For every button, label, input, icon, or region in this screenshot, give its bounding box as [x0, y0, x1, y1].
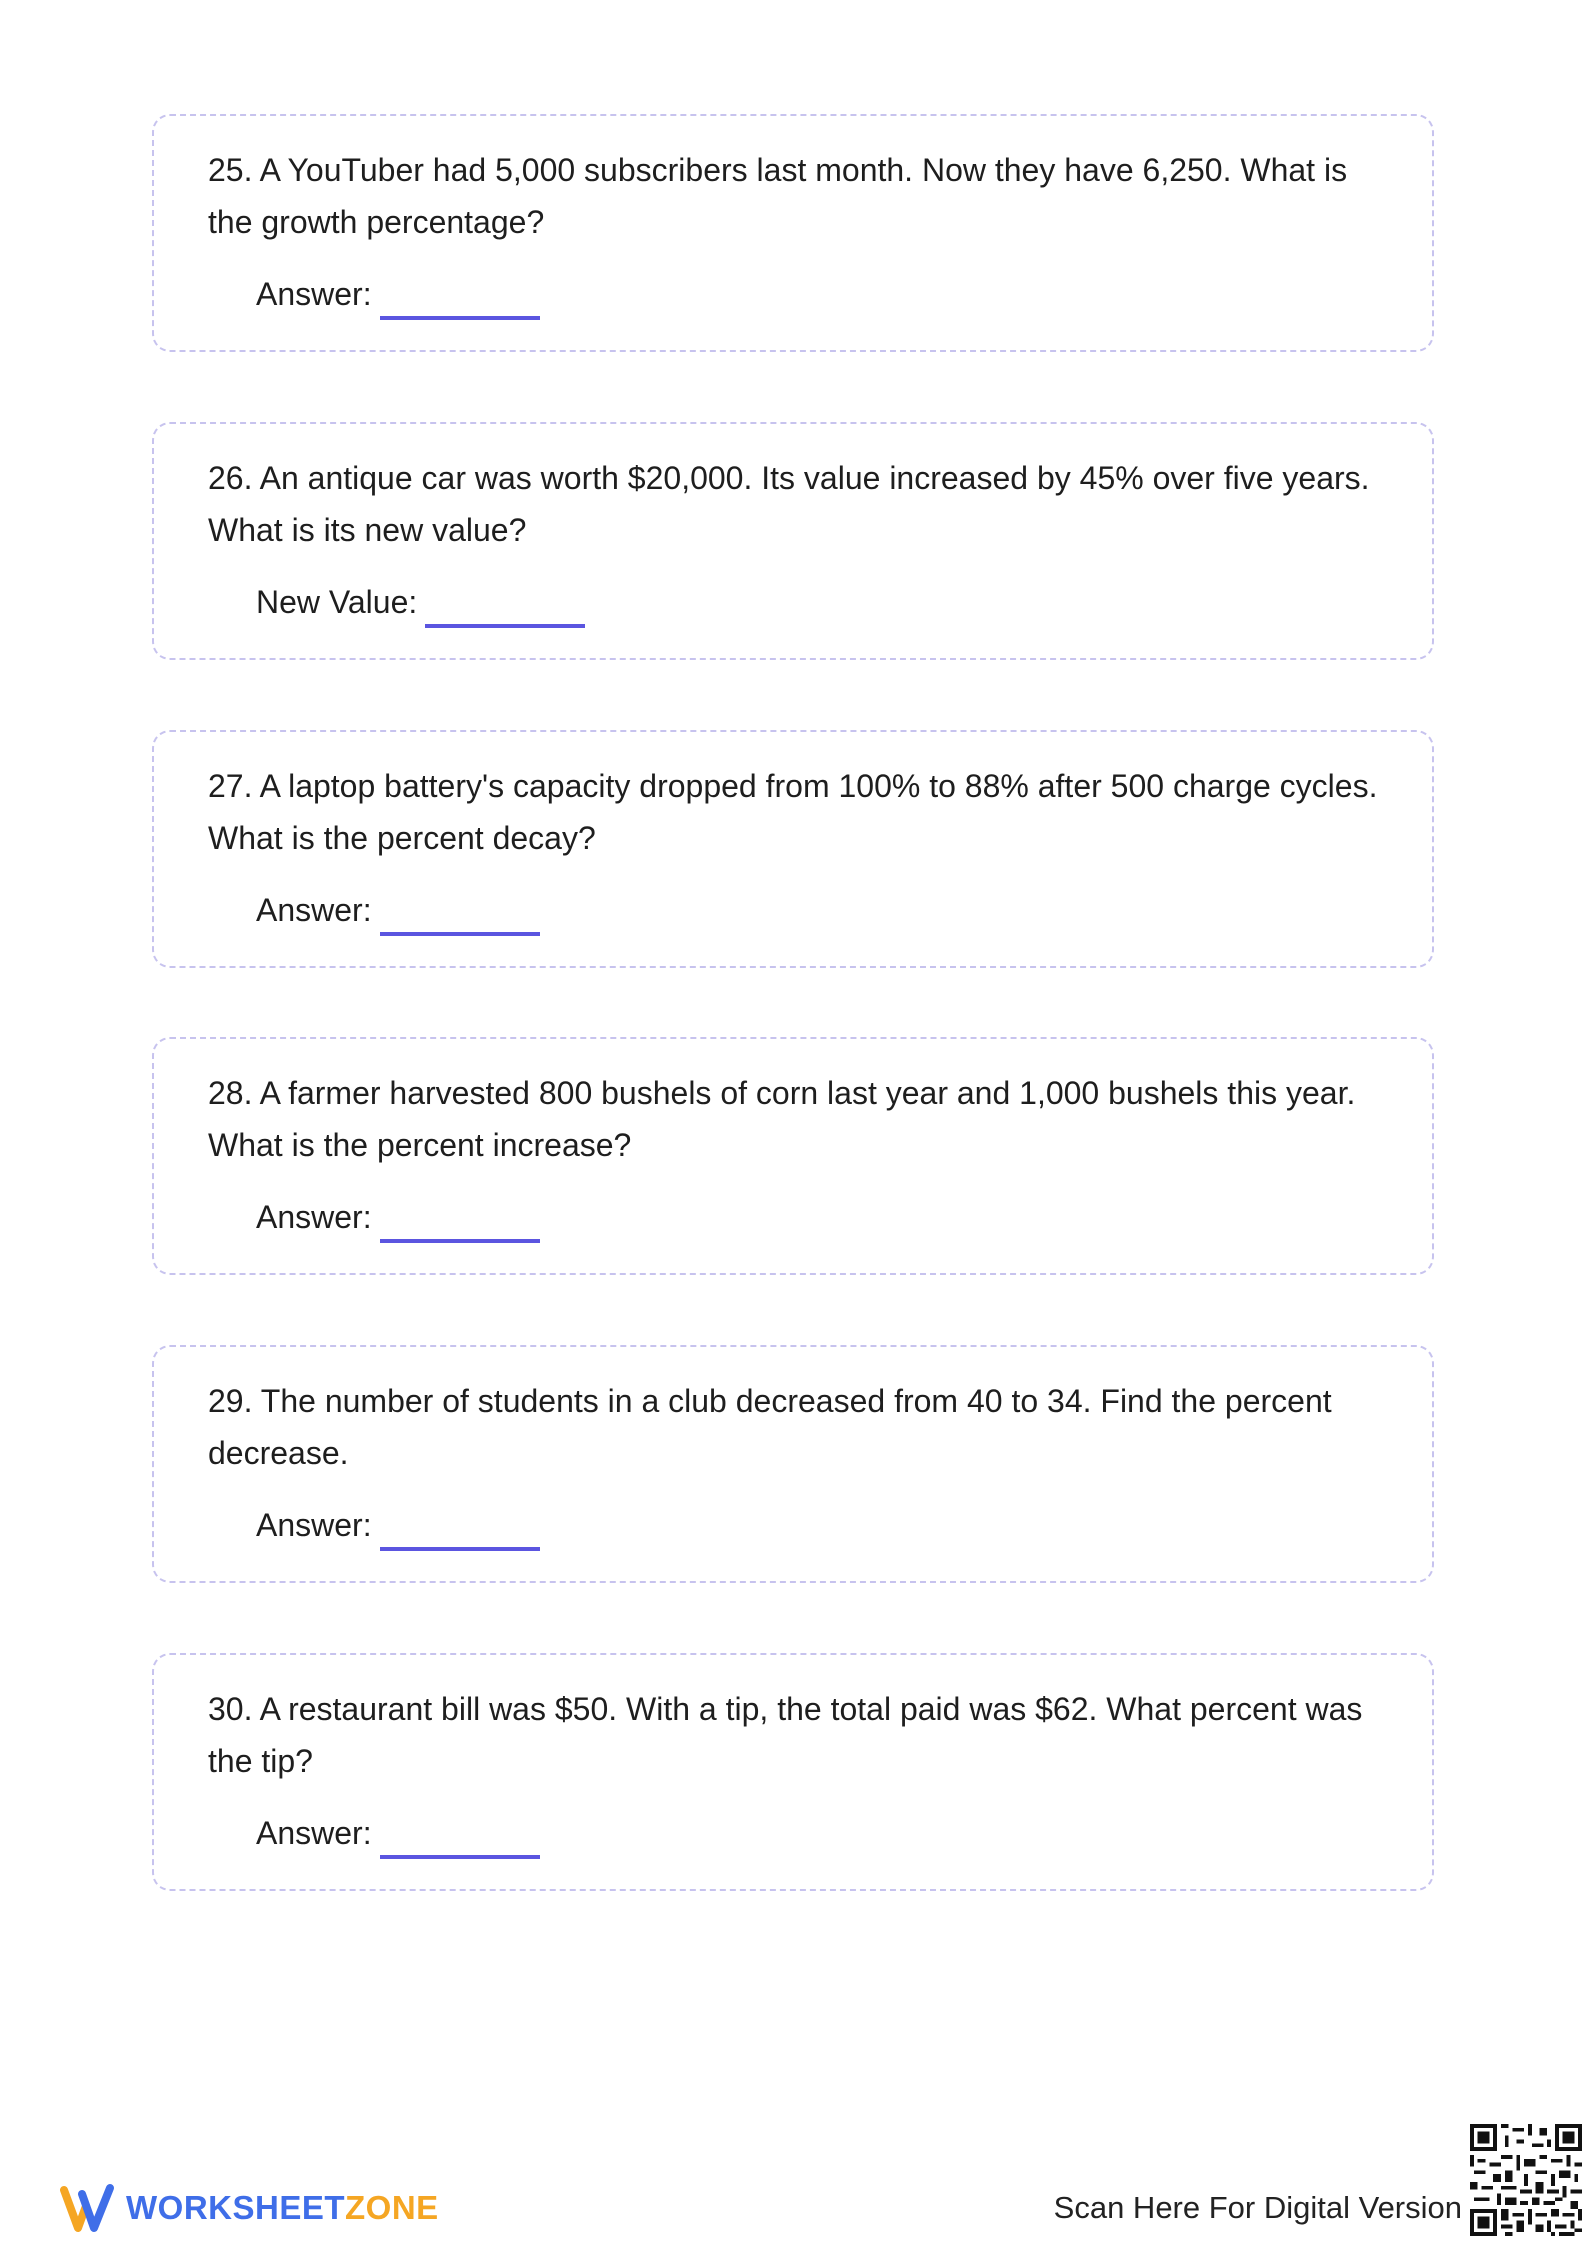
worksheetzone-logo-icon [60, 2180, 116, 2236]
answer-blank[interactable] [380, 316, 540, 320]
answer-blank[interactable] [380, 1239, 540, 1243]
brand-logo[interactable] [60, 2180, 439, 2236]
question-text: 25. A YouTuber had 5,000 subscribers last month. Now they have 6,250. What is the growth percentage? [208, 152, 1348, 240]
answer-label: Answer: [256, 1507, 372, 1543]
brand-name-secondary: ZONE [345, 2189, 439, 2226]
question-card-26 [152, 422, 1434, 660]
answer-label: Answer: [256, 892, 372, 928]
answer-row [256, 266, 540, 320]
brand-name-primary: WORKSHEET [126, 2189, 345, 2226]
question-text: 27. A laptop battery's capacity dropped from 100% to 88% after 500 charge cycles. What is the percent decay? [208, 768, 1378, 856]
answer-row [256, 574, 585, 628]
answer-label: Answer: [256, 1815, 372, 1851]
question-text: 30. A restaurant bill was $50. With a tip, the total paid was $62. What percent was the tip? [208, 1691, 1363, 1779]
answer-blank[interactable] [380, 1855, 540, 1859]
qr-code-icon[interactable] [1470, 2124, 1582, 2236]
question-card-25 [152, 114, 1434, 352]
answer-blank[interactable] [425, 624, 585, 628]
brand-name [126, 2189, 439, 2227]
question-card-30 [152, 1653, 1434, 1891]
question-text: 28. A farmer harvested 800 bushels of corn last year and 1,000 bushels this year. What is the percent increase? [208, 1075, 1356, 1163]
answer-row [256, 1805, 540, 1859]
answer-row [256, 882, 540, 936]
question-text: 26. An antique car was worth $20,000. Its value increased by 45% over five years. What is its new value? [208, 460, 1370, 548]
answer-row [256, 1497, 540, 1551]
answer-label: Answer: [256, 1199, 372, 1235]
scan-caption: Scan Here For Digital Version [1053, 2190, 1462, 2225]
answer-row [256, 1189, 540, 1243]
answer-blank[interactable] [380, 932, 540, 936]
answer-label: New Value: [256, 584, 418, 620]
question-card-28 [152, 1037, 1434, 1275]
question-card-27 [152, 730, 1434, 968]
question-card-29 [152, 1345, 1434, 1583]
question-text: 29. The number of students in a club decreased from 40 to 34. Find the percent decrease. [208, 1383, 1332, 1471]
answer-blank[interactable] [380, 1547, 540, 1551]
answer-label: Answer: [256, 276, 372, 312]
